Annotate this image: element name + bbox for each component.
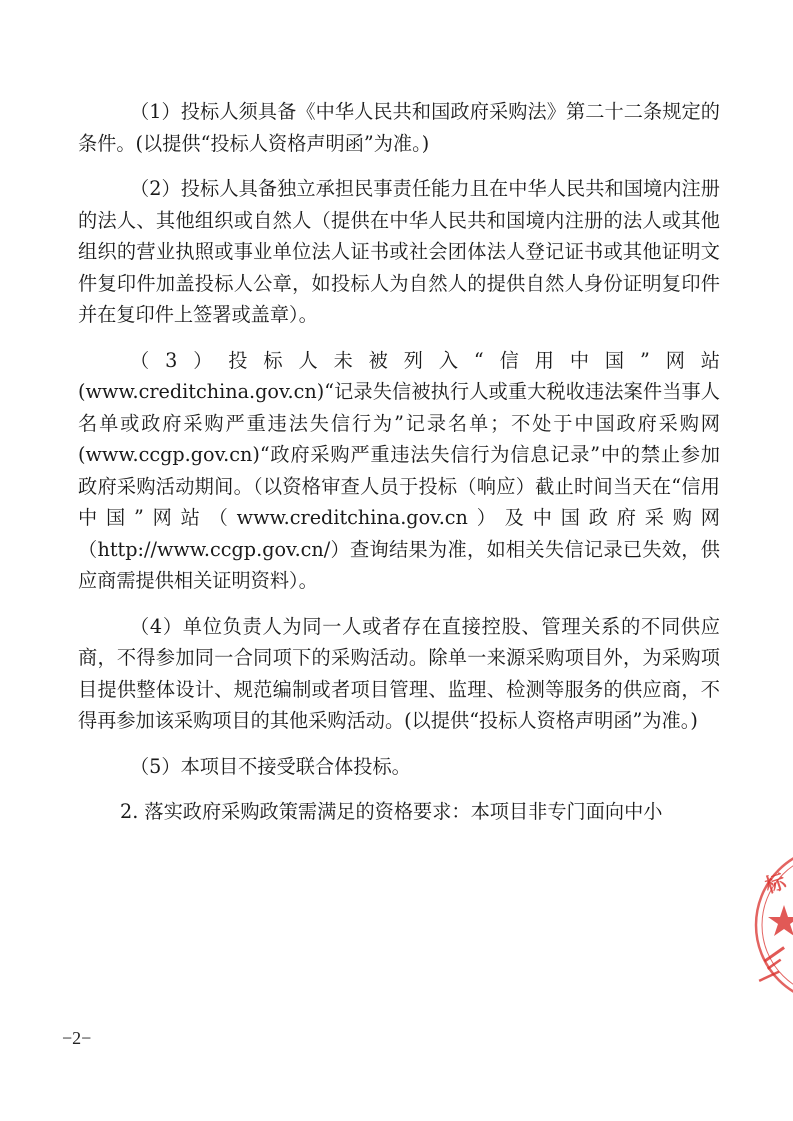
seal-char: 标 (762, 868, 789, 898)
paragraph-6: 2. 落实政府采购政策需满足的资格要求：本项目非专门面向中小 (120, 800, 663, 823)
official-seal-icon (752, 835, 793, 1010)
paragraph-3: （3）投标人未被列入“信用中国”网站(www.creditchina.gov.cn)“记录失信被执行人或重大税收违法案件当事人名单或政府采购严重违法失信行为”记录名单；不处于中国政府采购网(www.ccgp.gov.cn)“政府采购严重违法失信行为信息记录”中的禁止参加政府采购活动期间。（以资格审查人员于投标（响应）截止时间当天在“信用中国”网站（www.creditchina.gov.cn）及中国政府采购网（http://www.ccgp.gov.cn/）查询结果为准，如相关失信记录已失效，供应商需提供相关证明资料）。 (78, 348, 720, 592)
paragraph-5: （5）本项目不接受联合体投标。 (130, 754, 411, 778)
body-text (78, 96, 720, 842)
paragraph-4: （4）单位负责人为同一人或者存在直接控股、管理关系的不同供应商，不得参加同一合同项下的采购活动。除单一来源采购项目外，为采购项目提供整体设计、规范编制或者项目管理、监理、检测等服务的供应商，不得再参加该采购项目的其他采购活动。(以提供“投标人资格声明函”为准。) (78, 614, 720, 732)
paragraph-2: （2）投标人具备独立承担民事责任能力且在中华人民共和国境内注册的法人、其他组织或自然人（提供在中华人民共和国境内注册的法人或其他组织的营业执照或事业单位法人证书或社会团体法人登记证书或其他证明文件复印件加盖投标人公章，如投标人为自然人的提供自然人身份证明复印件并在复印件上签署或盖章）。 (78, 177, 720, 326)
paragraph-1: （1）投标人须具备《中华人民共和国政府采购法》第二十二条规定的条件。(以提供“投标人资格声明函”为准。) (78, 100, 720, 155)
page-number: −2− (62, 1028, 92, 1048)
